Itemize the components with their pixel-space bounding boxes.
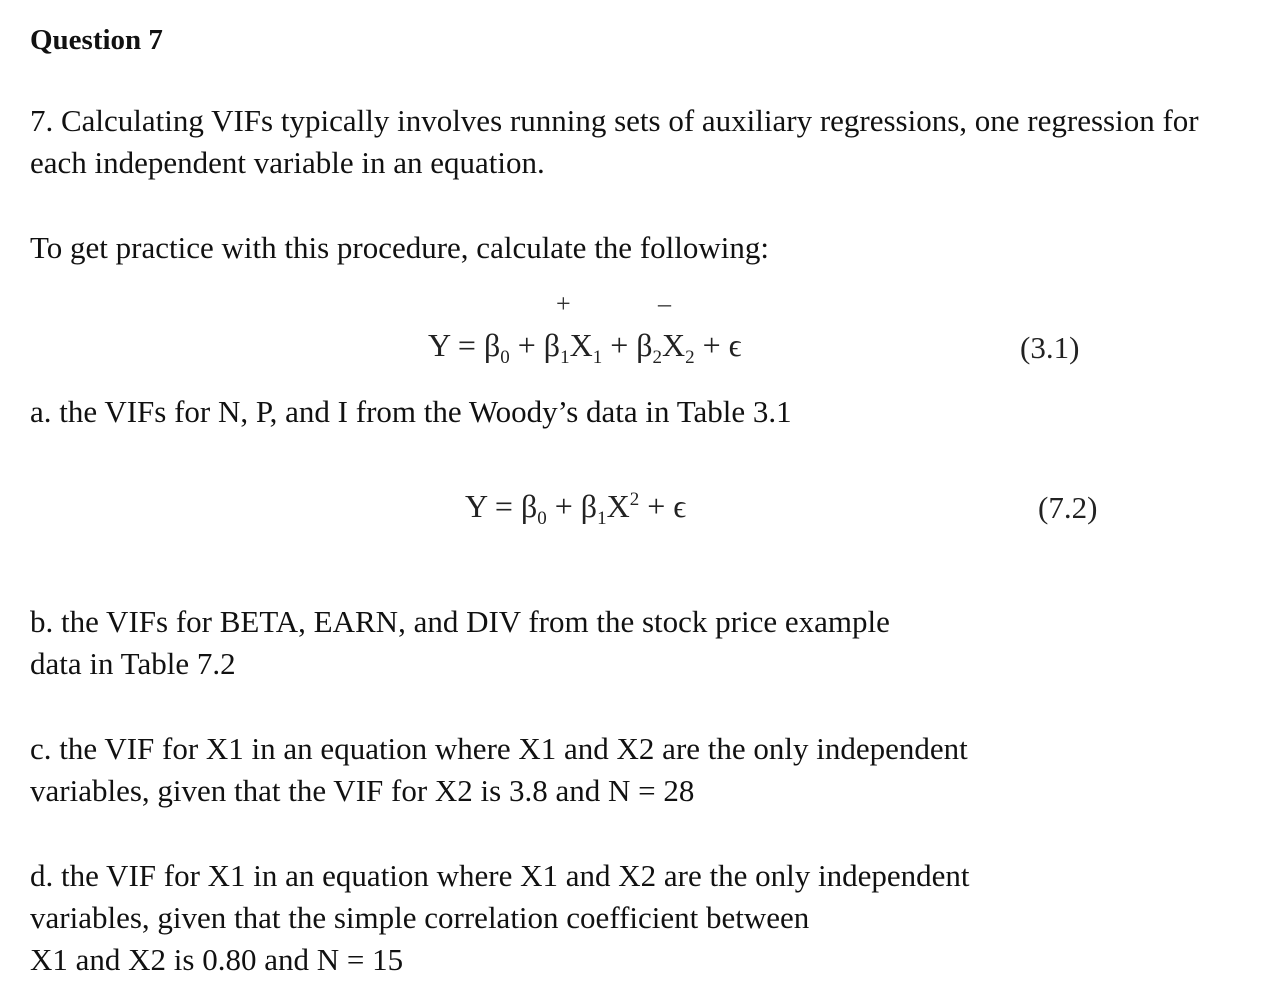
intro-paragraph <box>30 100 1199 184</box>
equation-3-1: $Y = \beta_0 + \beta_1X_1 + \beta_2X_2 + \epsilon$ <box>428 327 742 368</box>
part-d <box>30 855 970 981</box>
part-d-line-1: d. the VIF for X1 in an equation where X1 and X2 are the only independent <box>30 858 970 893</box>
eq31-plus-sign: + <box>556 289 571 318</box>
part-b-line-2: data in Table 7.2 <box>30 646 236 681</box>
part-c-line-1: c. the VIF for X1 in an equation where X1 and X2 are the only independent <box>30 731 968 766</box>
part-d-line-3: X1 and X2 is 0.80 and N = 15 <box>30 942 404 977</box>
part-c-line-2: variables, given that the VIF for X2 is 3.8 and N = 28 <box>30 773 695 808</box>
intro-line-2: each independent variable in an equation. <box>30 145 545 180</box>
equation-3-1-number: (3.1) <box>1020 330 1080 365</box>
part-b <box>30 601 890 685</box>
part-c <box>30 728 968 812</box>
part-d-line-2: variables, given that the simple correlation coefficient between <box>30 900 810 935</box>
part-a: a. the VIFs for N, P, and I from the Woody’s data in Table 3.1 <box>30 394 792 429</box>
equation-7-2-number: (7.2) <box>1038 490 1098 525</box>
eq31-minus-sign: – <box>658 289 671 318</box>
question-title: Question 7 <box>30 24 163 56</box>
intro-line-1: 7. Calculating VIFs typically involves running sets of auxiliary regressions, one regression for <box>30 103 1199 138</box>
practice-prompt: To get practice with this procedure, calculate the following: <box>30 230 769 265</box>
equation-7-2: $Y = \beta_0 + \beta_1X^2 + \epsilon$ <box>465 488 687 529</box>
part-b-line-1: b. the VIFs for BETA, EARN, and DIV from the stock price example <box>30 604 890 639</box>
